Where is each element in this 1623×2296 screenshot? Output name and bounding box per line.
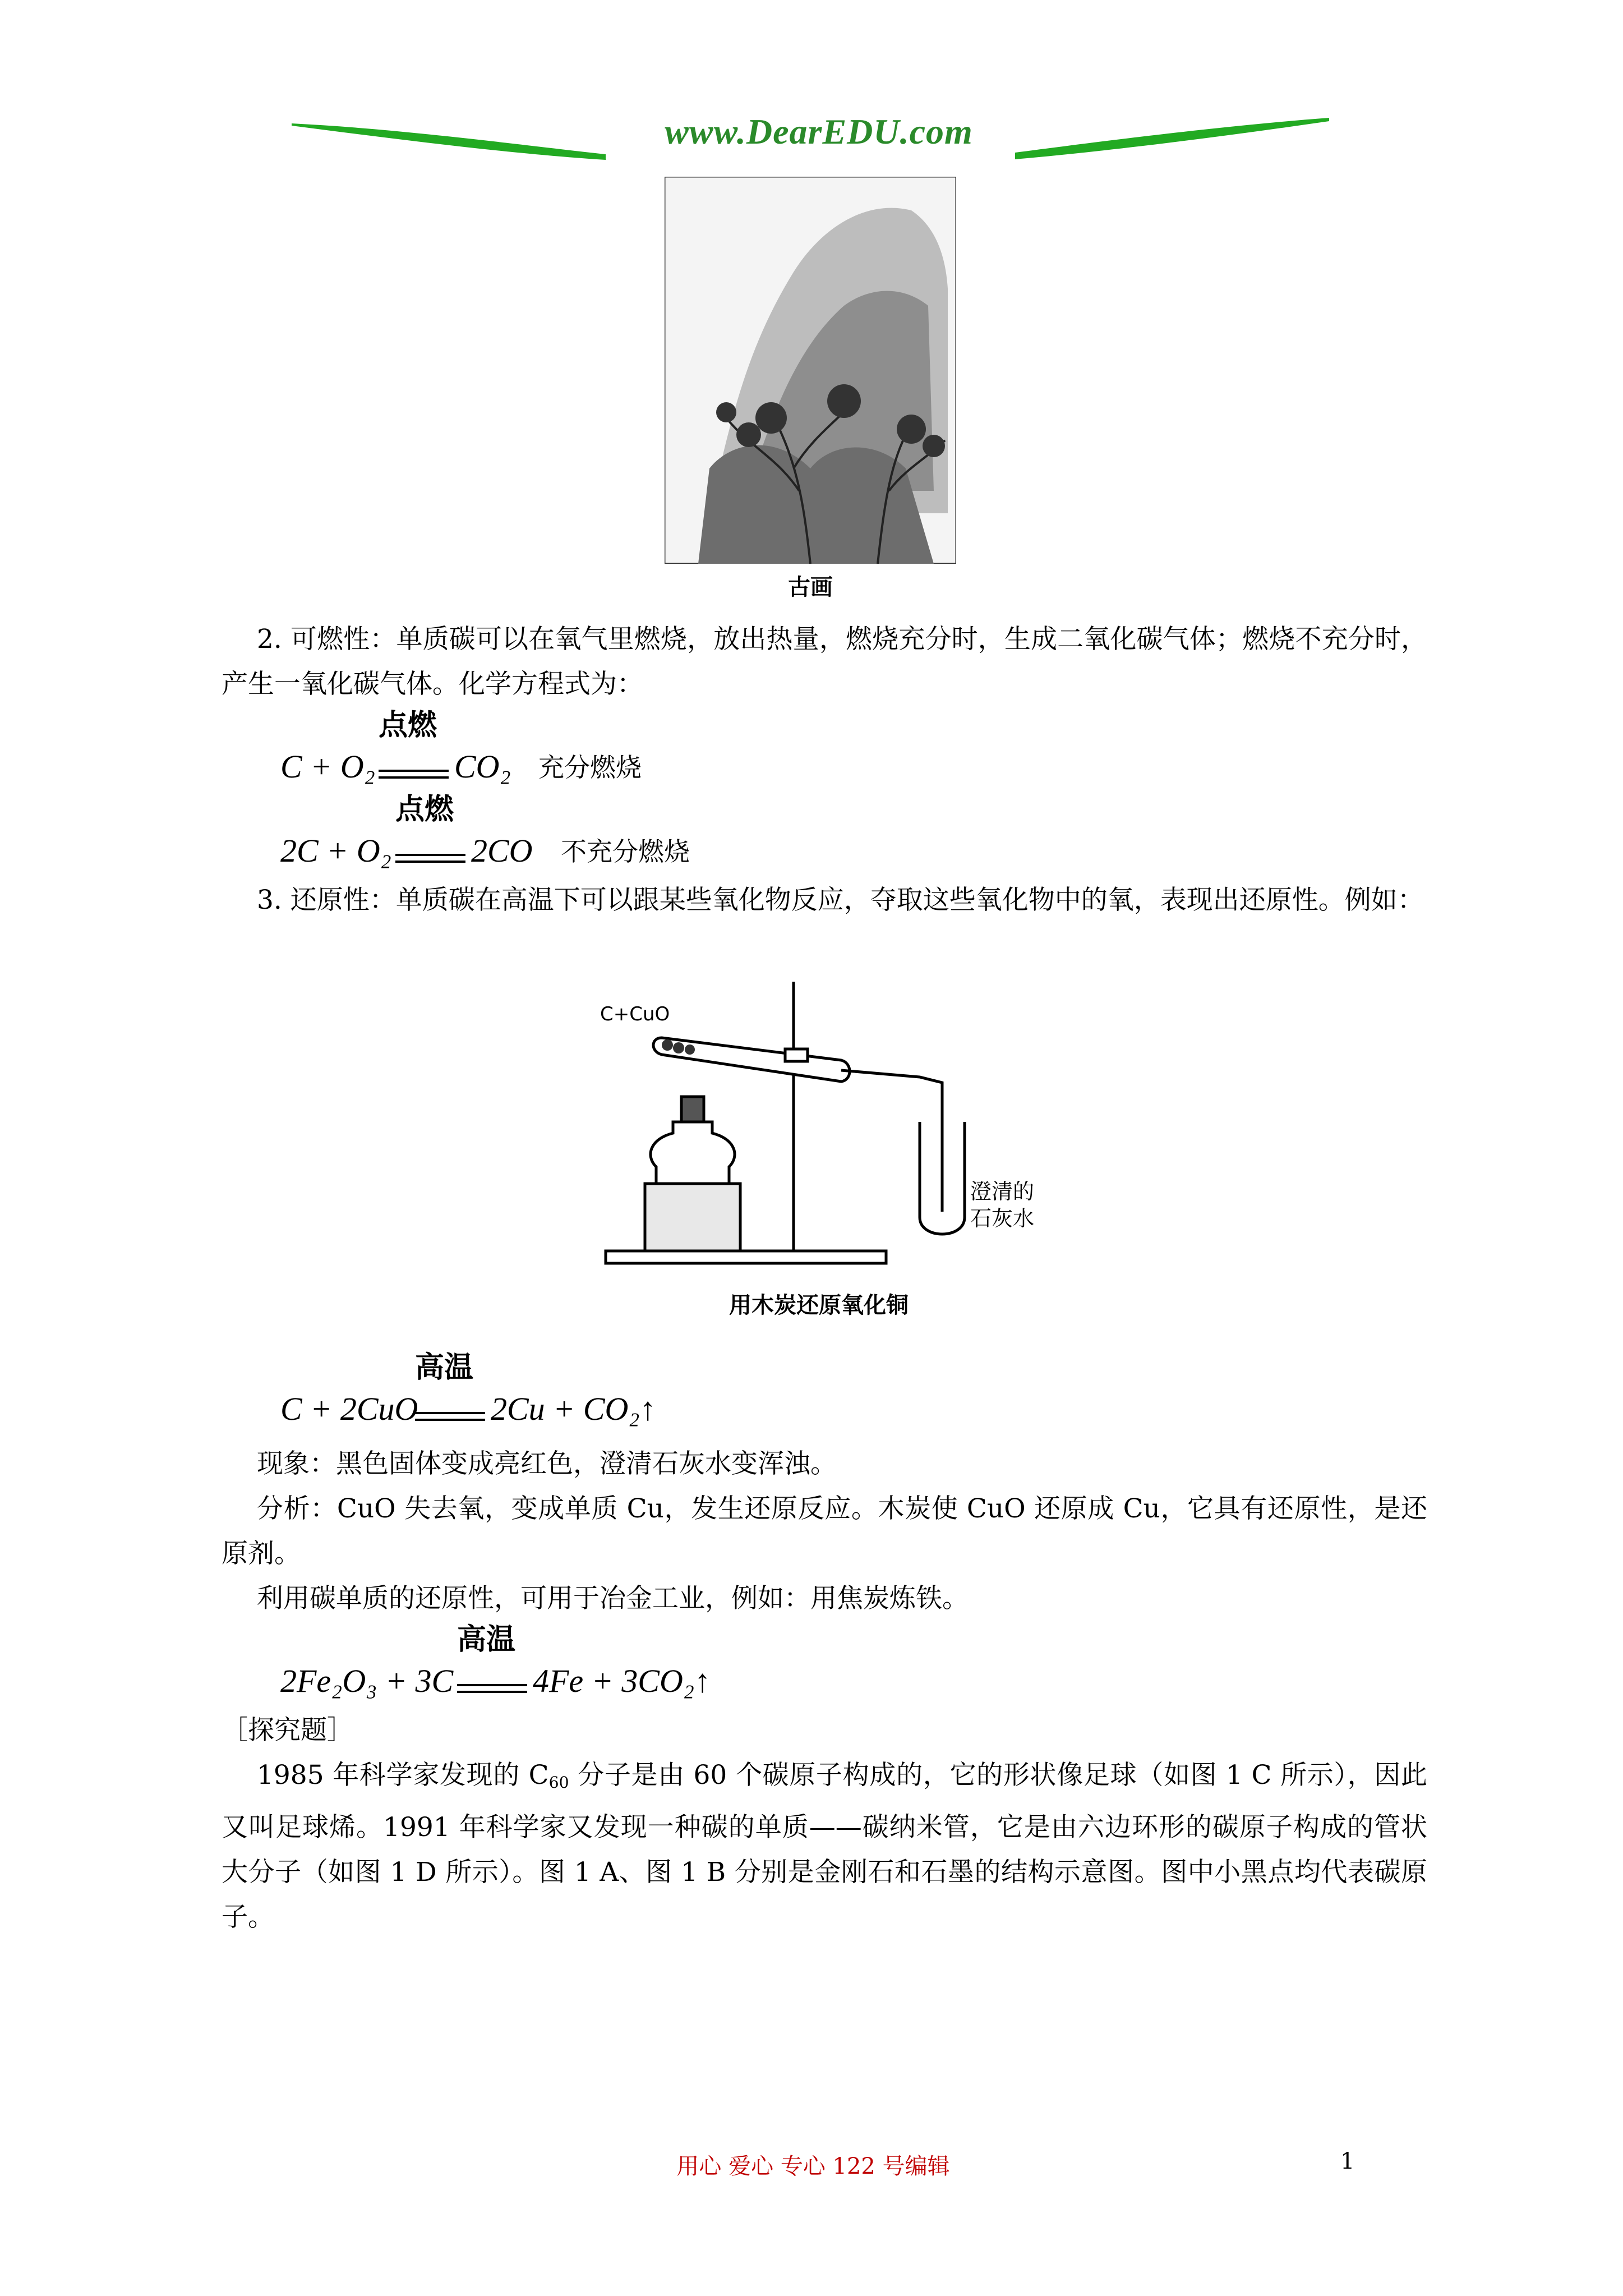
equation-iron-smelting <box>280 1616 1009 1711</box>
eq2-note: 不充分燃烧 <box>561 836 690 867</box>
application-paragraph: 利用碳单质的还原性，可用于冶金工业，例如：用焦炭炼铁。 <box>257 1583 969 1614</box>
eq4-condition: 高温 <box>457 1623 516 1657</box>
eq2-condition: 点燃 <box>395 793 454 826</box>
limewater-label-line1: 澄清的 <box>970 1179 1035 1204</box>
page-number: 1 <box>1340 2148 1355 2174</box>
eq4-rhs: 4Fe + 3CO₂↑ <box>533 1663 711 1699</box>
analysis-paragraph: 分析：CuO 失去氧，变成单质 Cu，发生还原反应。木炭使 CuO 还原成 Cu，它具有还原性，是还原剂。 <box>222 1493 1427 1569</box>
equation-carbon-reduces-cuo <box>280 1343 1009 1439</box>
eq2-lhs: 2C + O₂ <box>280 832 391 869</box>
eq1-rhs: CO₂ <box>454 748 511 785</box>
eq4-equals-sign <box>457 1684 527 1693</box>
ancient-painting-image <box>665 177 956 564</box>
eq2-equals-sign <box>395 854 465 863</box>
eq2-rhs: 2CO <box>471 832 533 869</box>
c60-subscript: 60 <box>548 1773 569 1792</box>
eq1-lhs: C + O₂ <box>280 748 375 785</box>
site-logo-text: www.DearEDU.com <box>665 112 973 151</box>
inquiry-heading: ［探究题］ <box>222 1715 353 1746</box>
eq3-lhs: C + 2CuO <box>280 1391 418 1427</box>
inquiry-paragraph <box>222 1753 1427 1940</box>
section2-paragraph: 2. 可燃性：单质碳可以在氧气里燃烧，放出热量，燃烧充分时，生成二氧化碳气体；燃烧不充分时，产生一氧化碳气体。化学方程式为： <box>222 624 1427 700</box>
figure2-caption: 用木炭还原氧化铜 <box>729 1292 909 1318</box>
section3-paragraph: 3. 还原性：单质碳在高温下可以跟某些氧化物反应，夺取这些氧化物中的氧，表现出还原性。例如： <box>257 885 1424 915</box>
limewater-label-line2: 石灰水 <box>970 1206 1035 1231</box>
eq3-rhs: 2Cu + CO₂↑ <box>491 1391 656 1427</box>
figure1-caption: 古画 <box>788 574 833 600</box>
eq3-equals-sign <box>415 1412 485 1421</box>
equation-incomplete-combustion <box>280 785 1009 881</box>
limewater-label <box>970 1178 1034 1232</box>
eq3-condition: 高温 <box>415 1351 474 1384</box>
inquiry-text-part1: 1985 年科学家发现的 C <box>257 1760 549 1791</box>
eq4-lhs: 2Fe₂O₃ + 3C <box>280 1663 454 1699</box>
phenomenon-paragraph: 现象：黑色固体变成亮红色，澄清石灰水变浑浊。 <box>257 1448 837 1479</box>
eq1-equals-sign <box>379 770 449 779</box>
inquiry-text-part2: 分子是由 60 个碳原子构成的，它的形状像足球（如图 1 C 所示），因此又叫足球烯。1991 年科学家又发现一种碳的单质——碳纳米管，它是由六边环形的碳原子构成的管状大分子（如图 1 D 所示）。图 1 A、图 1 B 分别是金刚石和石墨的结构示意图。图中小黑点均代表碳原子。 <box>222 1760 1427 1933</box>
eq1-condition: 点燃 <box>379 708 437 742</box>
reagent-label: C+CuO <box>600 1003 670 1025</box>
equation-complete-combustion <box>280 701 1009 797</box>
eq1-note: 充分燃烧 <box>538 752 642 783</box>
footer-editor-note: 用心 爱心 专心 122 号编辑 <box>676 2154 950 2179</box>
